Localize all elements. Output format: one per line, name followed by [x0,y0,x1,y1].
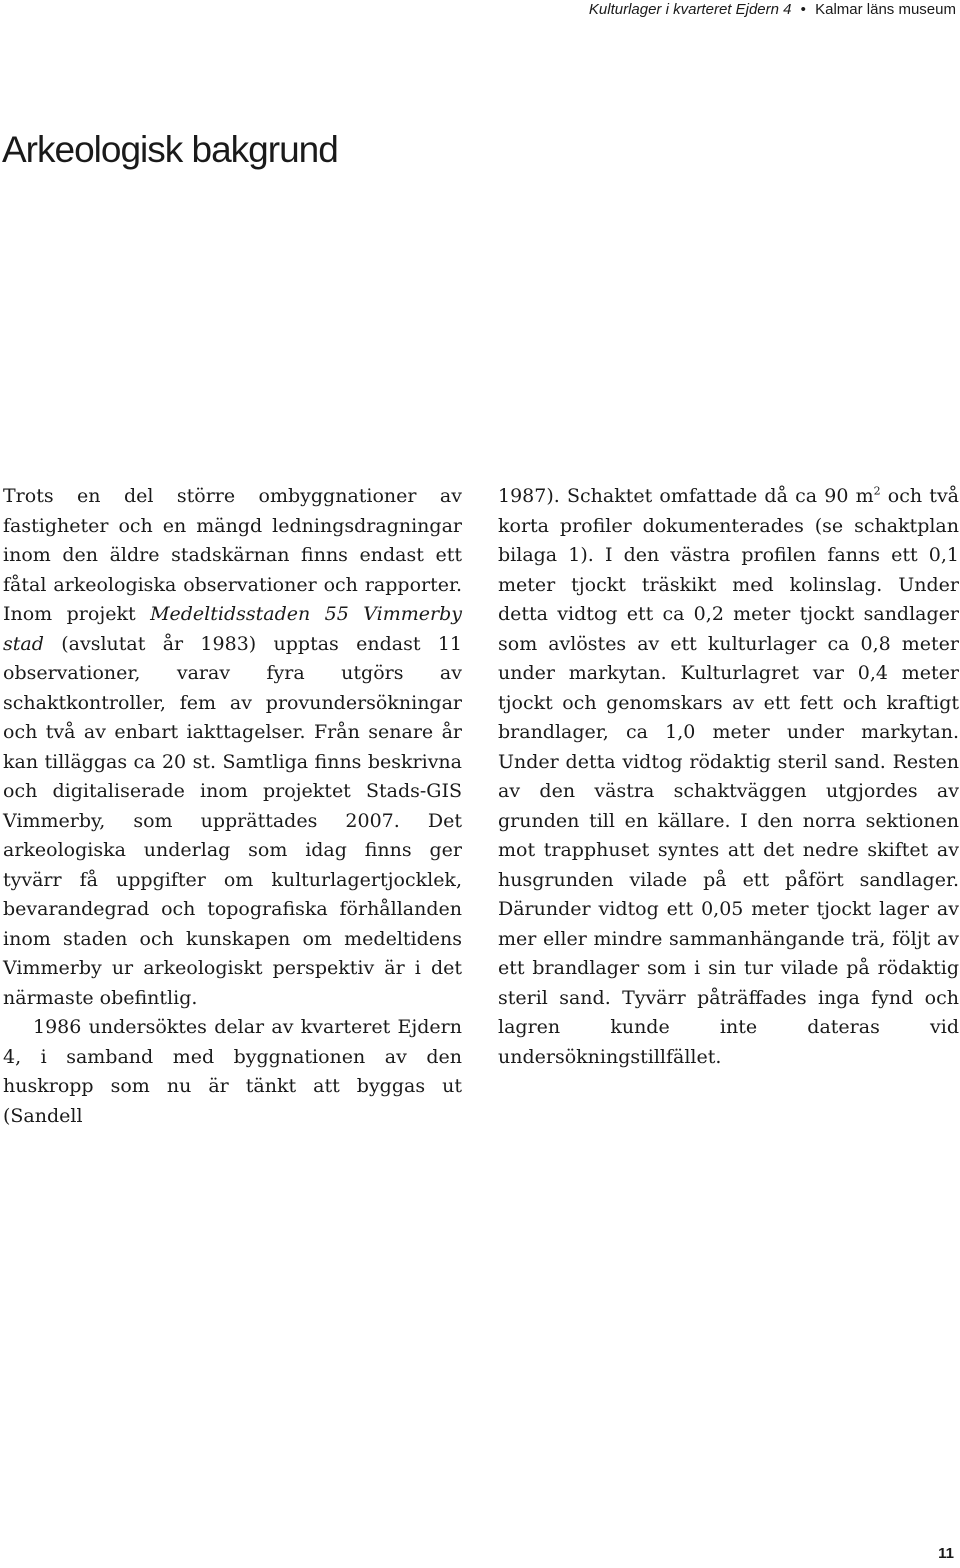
project-title: Medeltidsstaden 55 Vimmerby stad [3,603,463,655]
paragraph-text: Trots en del större ombyggnationer av fastigheter och en mängd ledningsdragningar inom den äldre stadskärnan finns endast ett fåtal arkeologiska observationer och rapporter. Inom projekt [3,485,462,625]
running-head-organization: Kalmar läns museum [815,1,956,18]
superscript: 2 [873,484,881,498]
paragraph: 1986 undersöktes delar av kvarteret Ejdern 4, i samband med byggnationen av den huskropp som nu är tänkt att byggas ut (Sandell [3,1016,462,1127]
running-head-bullet: • [800,1,806,18]
paragraph-text: (avslutat år 1983) upptas endast 11 observationer, varav fyra utgörs av schaktkontroller, fem av provundersökningar och två av enbart iakttagelser. Från senare år kan tilläggas ca 20 st. Samtliga finns beskrivna och digitaliserade inom projektet Stads-GIS Vimmerby, som upprättades 2007. Det arkeologiska underlag som idag finns ger tyvärr få uppgifter om kulturlagertjocklek, bevarandegrad och topografiska förhållanden inom staden och kunskapen om medeltidens Vimmerby ur arkeologiskt perspektiv är i det närmaste obefintlig. [3,632,462,1009]
paragraph-text: och två korta profiler dokumenterades (se schaktplan bilaga 1). I den västra profilen fanns ett 0,1 meter tjockt träskikt med kolinslag. Under detta vidtog ett ca 0,2 meter tjockt sandlager som avlöstes av ett kulturlager ca 0,8 meter under markytan. Kulturlagret var 0,4 meter tjockt och genomskars av ett fett och kraftigt brandlager, ca 1,0 meter under markytan. Under detta vidtog rödaktig steril sand. Resten av den västra schaktväggen utgjordes av grunden till en källare. I den norra sektionen mot trapphuset syntes att det nedre skiftet av husgrunden vilade på ett påfört sandlager. Därunder vidtog ett 0,05 meter tjockt lager av mer eller mindre sammanhängande trä, följt av ett brandlager som i sin tur vilade på rödaktig steril sand. Tyvärr påträffades inga fynd och lagren kunde inte dateras vid undersökningstillfället. [498,485,960,1068]
paragraph [498,482,959,1072]
paragraph [3,482,462,1013]
running-head [589,0,956,20]
paragraph-text: 1987). Schaktet omfattade då ca 90 m [498,485,874,507]
text-column-left [3,482,462,1131]
text-column-right [498,482,959,1072]
running-head-title: Kulturlager i kvarteret Ejdern 4 [588,1,792,18]
page-number: 11 [938,1545,954,1562]
section-heading: Arkeologisk bakgrund [2,129,338,170]
